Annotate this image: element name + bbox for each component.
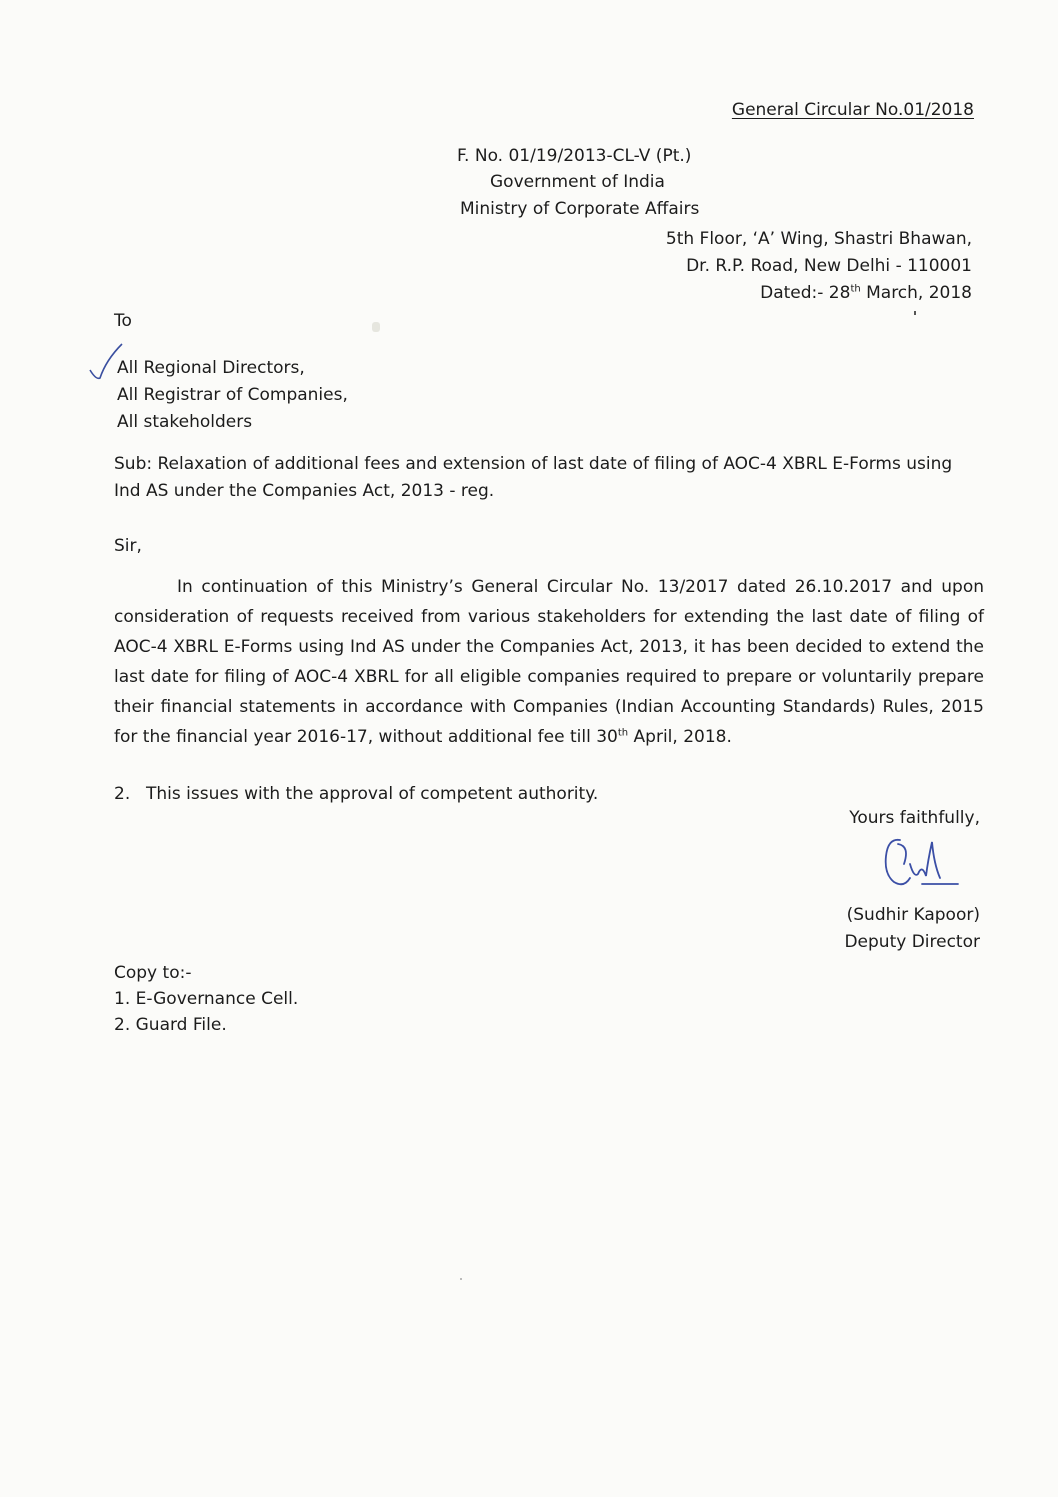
subject-text: Relaxation of additional fees and extension of last date of filing of AOC-4 XBRL E-Forms using Ind AS under the Companies Act, 2013 - reg.: [114, 454, 953, 501]
date-suffix: March, 2018: [860, 283, 972, 303]
address-line-2: Dr. R.P. Road, New Delhi - 110001: [686, 256, 972, 276]
scan-speck: [372, 322, 380, 332]
subject-prefix: Sub:: [114, 454, 158, 474]
file-reference: F. No. 01/19/2013-CL-V (Pt.): [457, 146, 692, 166]
para2-number: 2.: [114, 784, 131, 804]
government-name: Government of India: [490, 172, 665, 192]
body-paragraph-1: [114, 572, 984, 752]
issue-date: [666, 280, 972, 307]
body-paragraph-2: [114, 780, 598, 808]
date-ordinal: th: [850, 283, 861, 295]
copy-to-block: [114, 960, 298, 1038]
para1-text: In continuation of this Ministry’s General Circular No. 13/2017 dated 26.10.2017 and upon consideration of requests received from various stakeholders for extending the last date of filing of AOC-4 XBRL E-Forms using Ind AS under the Companies Act, 2013, it has been decided to extend the last date for filing of AOC-4 XBRL for all eligible companies required to prepare or voluntarily prepare their financial statements in accordance with Companies (Indian Accounting Standards) Rules, 2015 for the financial year 2016-17, without additional fee till 30: [114, 577, 984, 747]
to-label: To: [114, 311, 132, 331]
copy-to-heading: Copy to:-: [114, 963, 192, 983]
address-line-1: 5th Floor, ‘A’ Wing, Shastri Bhawan,: [665, 229, 972, 249]
signatory-name: (Sudhir Kapoor): [846, 905, 980, 925]
recipient-item: All stakeholders: [117, 412, 253, 432]
ministry-name: Ministry of Corporate Affairs: [460, 199, 700, 219]
salutation: Sir,: [114, 536, 142, 556]
date-prefix: Dated:- 28: [760, 283, 851, 303]
signatory: [844, 902, 980, 956]
closing-block: [849, 804, 980, 832]
recipient-item: All Registrar of Companies,: [117, 385, 348, 405]
office-address: [666, 226, 972, 307]
recipient-item: All Regional Directors,: [117, 358, 305, 378]
copy-to-item: 1. E-Governance Cell.: [114, 989, 299, 1009]
circular-number: General Circular No.01/2018: [731, 100, 974, 120]
scan-speck: [460, 1278, 462, 1280]
closing-text: Yours faithfully,: [849, 808, 980, 828]
para2-text: This issues with the approval of competent authority.: [146, 784, 599, 804]
copy-to-item: 2. Guard File.: [114, 1015, 227, 1035]
recipients-list: [117, 355, 348, 436]
scan-speck: [914, 311, 916, 315]
subject-line: [114, 451, 984, 505]
signatory-designation: Deputy Director: [844, 932, 980, 952]
para1-end: April, 2018.: [628, 727, 732, 747]
signature-mark: [870, 834, 962, 904]
para1-ordinal: th: [617, 727, 629, 739]
